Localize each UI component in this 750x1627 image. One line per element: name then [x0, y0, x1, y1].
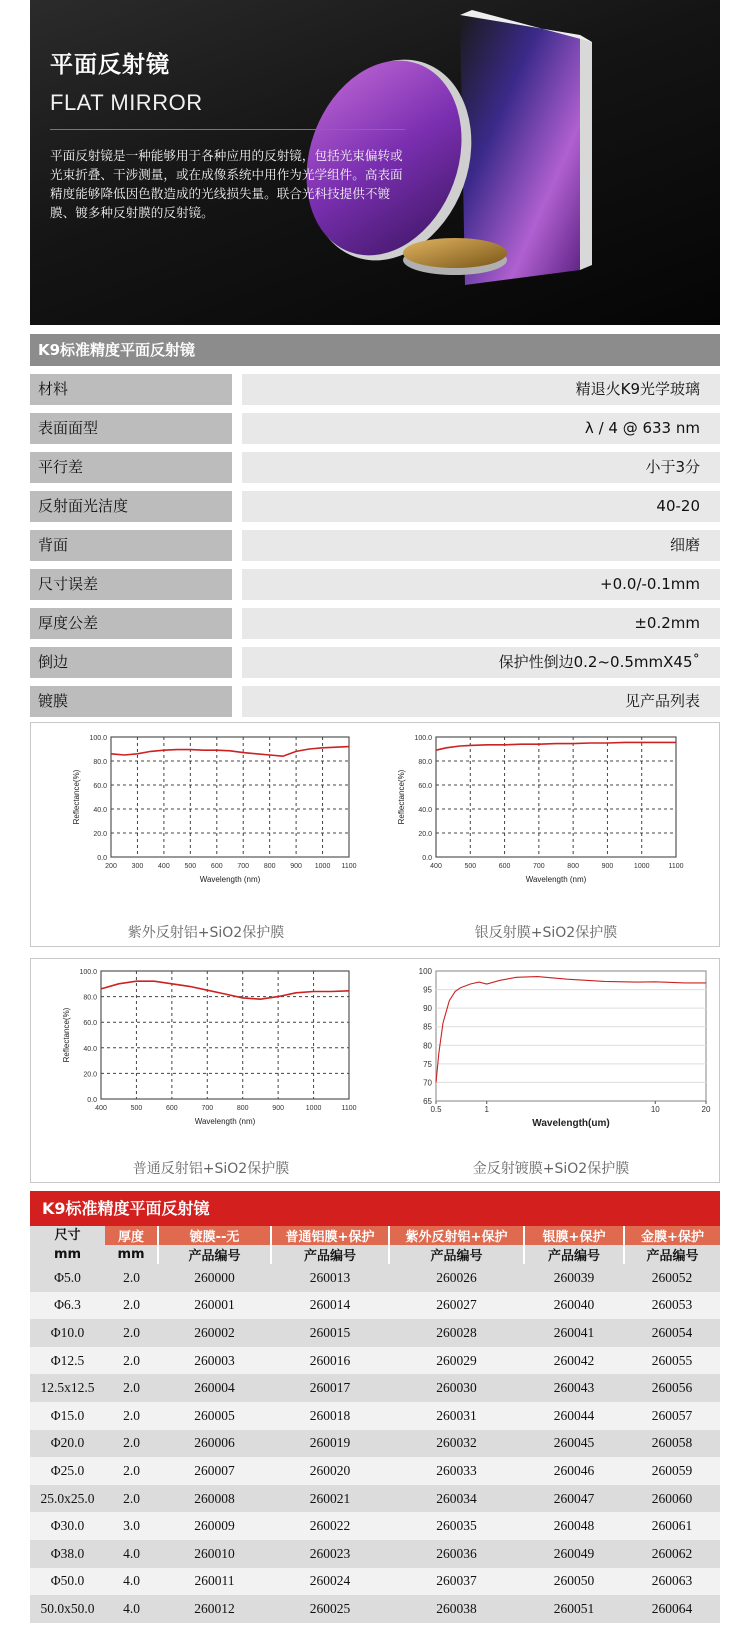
chart-panel-top — [30, 722, 720, 947]
header-coating: 金膜+保护 — [624, 1226, 720, 1245]
product-code-cell: 260059 — [624, 1457, 720, 1485]
thickness-cell: 4.0 — [105, 1568, 158, 1596]
size-cell: Φ6.3 — [30, 1292, 105, 1320]
y-tick-label: 80 — [423, 1041, 432, 1051]
x-tick-label: 20 — [701, 1105, 711, 1114]
spec-value: 细磨 — [242, 530, 720, 561]
product-code-cell: 260038 — [389, 1595, 524, 1623]
thickness-cell: 2.0 — [105, 1430, 158, 1458]
y-tick-label: 60.0 — [418, 783, 432, 790]
product-code-cell: 260057 — [624, 1402, 720, 1430]
spec-label: 材料 — [30, 374, 232, 405]
product-code-cell: 260049 — [524, 1540, 624, 1568]
y-tick-label: 75 — [423, 1059, 432, 1069]
plot-area — [436, 971, 706, 1101]
x-tick-label: 300 — [131, 863, 144, 870]
product-code-cell: 260047 — [524, 1485, 624, 1513]
product-code-cell: 260019 — [271, 1430, 389, 1458]
header-coating: 银膜+保护 — [524, 1226, 624, 1245]
table-row — [30, 1347, 720, 1375]
product-code-cell: 260043 — [524, 1374, 624, 1402]
x-tick-label: 0.5 — [430, 1105, 442, 1114]
product-code-cell: 260062 — [624, 1540, 720, 1568]
spec-label: 表面面型 — [30, 413, 232, 444]
product-code-cell: 260033 — [389, 1457, 524, 1485]
y-tick-label: 85 — [423, 1022, 432, 1032]
product-code-cell: 260050 — [524, 1568, 624, 1596]
table-row — [30, 1595, 720, 1623]
thickness-cell: 2.0 — [105, 1264, 158, 1292]
y-tick-label: 0.0 — [422, 855, 432, 862]
y-tick-label: 90 — [423, 1004, 432, 1014]
table-row — [30, 1264, 720, 1292]
x-tick-label: 400 — [430, 863, 442, 870]
product-table-title: K9标准精度平面反射镜 — [30, 1191, 720, 1226]
x-tick-label: 800 — [567, 863, 579, 870]
header-code: 产品编号 — [624, 1245, 720, 1264]
table-row — [30, 1540, 720, 1568]
x-tick-label: 600 — [498, 863, 511, 870]
thickness-cell: 4.0 — [105, 1540, 158, 1568]
y-tick-label: 80.0 — [83, 994, 97, 1002]
spec-value: 40-20 — [242, 491, 720, 522]
plot-area — [111, 737, 349, 857]
y-tick-label: 0.0 — [87, 1097, 97, 1104]
table-row — [30, 1512, 720, 1540]
table-row — [30, 1319, 720, 1347]
product-code-cell: 260008 — [158, 1485, 271, 1513]
product-code-cell: 260056 — [624, 1374, 720, 1402]
spec-value: +0.0/-0.1mm — [242, 569, 720, 600]
product-code-cell: 260001 — [158, 1292, 271, 1320]
y-tick-label: 100.0 — [79, 969, 97, 976]
y-tick-label: 100.0 — [414, 735, 432, 742]
product-code-cell: 260034 — [389, 1485, 524, 1513]
x-tick-label: 600 — [210, 863, 223, 870]
product-code-cell: 260011 — [158, 1568, 271, 1596]
y-tick-label: 80.0 — [93, 759, 107, 766]
spec-row — [30, 374, 720, 405]
product-code-cell: 260026 — [389, 1264, 524, 1292]
gold-disc-shape — [403, 238, 507, 268]
x-tick-label: 600 — [166, 1105, 178, 1112]
product-code-cell: 260024 — [271, 1568, 389, 1596]
product-code-cell: 260023 — [271, 1540, 389, 1568]
size-cell: Φ10.0 — [30, 1319, 105, 1347]
y-tick-label: 20.0 — [418, 831, 432, 838]
header-code: 产品编号 — [389, 1245, 524, 1264]
thickness-cell: 2.0 — [105, 1457, 158, 1485]
spec-label: 平行差 — [30, 452, 232, 483]
product-code-cell: 260017 — [271, 1374, 389, 1402]
chart-standard-aluminum — [41, 965, 381, 1150]
spec-label: 尺寸误差 — [30, 569, 232, 600]
header-code: 产品编号 — [524, 1245, 624, 1264]
chart-caption: 紫外反射铝+SiO2保护膜 — [127, 925, 285, 941]
product-code-cell: 260046 — [524, 1457, 624, 1485]
header-thickness-unit: mm — [105, 1245, 158, 1264]
product-code-cell: 260010 — [158, 1540, 271, 1568]
plot-area — [436, 737, 676, 857]
thickness-cell: 2.0 — [105, 1485, 158, 1513]
spec-label: 反射面光洁度 — [30, 491, 232, 522]
product-code-cell: 260006 — [158, 1430, 271, 1458]
product-code-cell: 260016 — [271, 1347, 389, 1375]
y-tick-label: 95 — [423, 985, 432, 995]
spec-label: 背面 — [30, 530, 232, 561]
spec-value: 保护性倒边0.2~0.5mmX45˚ — [242, 647, 720, 678]
header-coating: 镀膜--无 — [158, 1226, 271, 1245]
table-row — [30, 1430, 720, 1458]
y-tick-label: 40.0 — [418, 807, 432, 814]
product-code-cell: 260018 — [271, 1402, 389, 1430]
spec-value: 见产品列表 — [242, 686, 720, 717]
x-tick-label: 400 — [158, 863, 170, 870]
header-size: 尺寸 — [30, 1226, 105, 1245]
product-code-cell: 260012 — [158, 1595, 271, 1623]
x-tick-label: 900 — [601, 863, 614, 870]
chart-silver — [376, 731, 716, 911]
table-row — [30, 1485, 720, 1513]
header-coating: 普通铝膜+保护 — [271, 1226, 389, 1245]
y-tick-label: 65 — [423, 1097, 432, 1106]
thickness-cell: 2.0 — [105, 1292, 158, 1320]
table-row — [30, 1374, 720, 1402]
product-code-cell: 260051 — [524, 1595, 624, 1623]
product-code-cell: 260000 — [158, 1264, 271, 1292]
product-code-cell: 260041 — [524, 1319, 624, 1347]
y-tick-label: 100.0 — [89, 735, 107, 742]
product-code-cell: 260061 — [624, 1512, 720, 1540]
spec-row — [30, 569, 720, 600]
x-tick-label: 10 — [650, 1105, 660, 1114]
size-cell: Φ50.0 — [30, 1568, 105, 1596]
product-code-cell: 260037 — [389, 1568, 524, 1596]
thickness-cell: 2.0 — [105, 1347, 158, 1375]
hero-description: 平面反射镜是一种能够用于各种应用的反射镜，包括光束偏转或光束折叠、干涉测量，或在成像系统中用作为光学组件。高表面精度能够降低因色散造成的光线损失量。联合光科技提供不镀膜、镀多种反射膜的反射镜。 — [50, 148, 403, 220]
x-tick-label: 1100 — [341, 863, 357, 870]
spec-value: λ / 4 @ 633 nm — [242, 413, 720, 444]
product-code-cell: 260035 — [389, 1512, 524, 1540]
product-code-cell: 260002 — [158, 1319, 271, 1347]
y-axis-label: Reflectance(%) — [62, 1007, 71, 1063]
product-code-cell: 260014 — [271, 1292, 389, 1320]
x-axis-label: Wavelength (nm) — [525, 875, 587, 884]
thickness-cell: 4.0 — [105, 1595, 158, 1623]
spec-row — [30, 608, 720, 639]
x-tick-label: 1100 — [668, 863, 684, 870]
y-axis-label: Reflectance(%) — [397, 769, 406, 825]
product-code-cell: 260042 — [524, 1347, 624, 1375]
x-tick-label: 500 — [464, 863, 477, 870]
chart-uv-aluminum — [41, 731, 361, 911]
spec-label: 厚度公差 — [30, 608, 232, 639]
table-row — [30, 1568, 720, 1596]
hero-banner — [30, 0, 720, 325]
product-code-cell: 260027 — [389, 1292, 524, 1320]
product-code-cell: 260025 — [271, 1595, 389, 1623]
chart-panel-bottom — [30, 958, 720, 1183]
thickness-cell: 2.0 — [105, 1402, 158, 1430]
chart-gold — [386, 965, 716, 1150]
y-tick-label: 60.0 — [93, 783, 107, 790]
product-code-cell: 260030 — [389, 1374, 524, 1402]
header-size-unit: mm — [30, 1245, 105, 1264]
spec-row — [30, 413, 720, 444]
x-tick-label: 500 — [184, 863, 197, 870]
spec-value: 小于3分 — [242, 452, 720, 483]
product-code-cell: 260048 — [524, 1512, 624, 1540]
table-header-row — [30, 1226, 720, 1245]
x-tick-label: 800 — [236, 1105, 249, 1112]
spec-row — [30, 530, 720, 561]
x-tick-label: 700 — [201, 1105, 214, 1112]
y-tick-label: 70 — [423, 1078, 432, 1088]
spec-row — [30, 491, 720, 522]
size-cell: Φ38.0 — [30, 1540, 105, 1568]
x-axis-label: Wavelength(um) — [532, 1118, 610, 1129]
product-code-cell: 260058 — [624, 1430, 720, 1458]
x-axis-label: Wavelength (nm) — [199, 875, 261, 884]
header-coating: 紫外反射铝+保护 — [389, 1226, 524, 1245]
y-tick-label: 20.0 — [93, 831, 107, 838]
x-tick-label: 700 — [533, 863, 545, 870]
spec-row — [30, 647, 720, 678]
product-code-cell: 260039 — [524, 1264, 624, 1292]
product-code-cell: 260013 — [271, 1264, 389, 1292]
size-cell: Φ30.0 — [30, 1512, 105, 1540]
product-code-cell: 260040 — [524, 1292, 624, 1320]
product-code-cell: 260009 — [158, 1512, 271, 1540]
square-mirror-edge — [580, 35, 592, 270]
product-code-cell: 260029 — [389, 1347, 524, 1375]
product-code-cell: 260032 — [389, 1430, 524, 1458]
x-tick-label: 900 — [290, 863, 302, 870]
y-tick-label: 0.0 — [97, 855, 107, 862]
x-tick-label: 1000 — [633, 863, 650, 870]
spec-row — [30, 686, 720, 717]
thickness-cell: 2.0 — [105, 1319, 158, 1347]
x-tick-label: 800 — [263, 863, 276, 870]
x-tick-label: 400 — [95, 1105, 107, 1112]
table-row — [30, 1292, 720, 1320]
size-cell: Φ25.0 — [30, 1457, 105, 1485]
x-tick-label: 200 — [105, 863, 117, 870]
product-code-cell: 260064 — [624, 1595, 720, 1623]
product-code-cell: 260022 — [271, 1512, 389, 1540]
product-code-cell: 260031 — [389, 1402, 524, 1430]
spec-value: ±0.2mm — [242, 608, 720, 639]
product-code-cell: 260045 — [524, 1430, 624, 1458]
table-subheader-row — [30, 1245, 720, 1264]
size-cell: Φ12.5 — [30, 1347, 105, 1375]
hero-title: 平面反射镜 — [50, 52, 170, 78]
product-code-cell: 260055 — [624, 1347, 720, 1375]
x-tick-label: 900 — [272, 1105, 284, 1112]
product-code-cell: 260052 — [624, 1264, 720, 1292]
product-code-cell: 260060 — [624, 1485, 720, 1513]
product-code-cell: 260015 — [271, 1319, 389, 1347]
x-tick-label: 1 — [484, 1105, 489, 1114]
y-tick-label: 60.0 — [83, 1020, 97, 1028]
chart-caption: 普通反射铝+SiO2保护膜 — [132, 1161, 290, 1177]
product-code-cell: 260005 — [158, 1402, 271, 1430]
product-code-cell: 260003 — [158, 1347, 271, 1375]
x-tick-label: 1000 — [314, 863, 331, 870]
size-cell: Φ15.0 — [30, 1402, 105, 1430]
size-cell: 50.0x50.0 — [30, 1595, 105, 1623]
product-code-cell: 260036 — [389, 1540, 524, 1568]
y-tick-label: 100 — [418, 967, 432, 976]
x-tick-label: 500 — [130, 1105, 143, 1112]
thickness-cell: 3.0 — [105, 1512, 158, 1540]
x-tick-label: 700 — [237, 863, 250, 870]
spec-value: 精退火K9光学玻璃 — [242, 374, 720, 405]
product-code-cell: 260063 — [624, 1568, 720, 1596]
spec-label: 倒边 — [30, 647, 232, 678]
product-code-cell: 260007 — [158, 1457, 271, 1485]
chart-caption: 金反射镀膜+SiO2保护膜 — [472, 1161, 630, 1177]
product-code-cell: 260004 — [158, 1374, 271, 1402]
thickness-cell: 2.0 — [105, 1374, 158, 1402]
y-tick-label: 80.0 — [418, 759, 432, 766]
x-tick-label: 1000 — [305, 1105, 322, 1112]
spec-label: 镀膜 — [30, 686, 232, 717]
hero-subtitle: FLAT MIRROR — [50, 90, 203, 115]
y-tick-label: 40.0 — [83, 1045, 97, 1053]
y-axis-label: Reflectance(%) — [72, 769, 81, 825]
hero-divider — [50, 129, 405, 130]
size-cell: 25.0x25.0 — [30, 1485, 105, 1513]
x-axis-label: Wavelength (nm) — [194, 1117, 256, 1126]
product-code-cell: 260053 — [624, 1292, 720, 1320]
x-tick-label: 1100 — [341, 1105, 357, 1112]
size-cell: Φ20.0 — [30, 1430, 105, 1458]
table-row — [30, 1402, 720, 1430]
plot-area — [101, 971, 349, 1099]
product-code-cell: 260044 — [524, 1402, 624, 1430]
product-code-cell: 260054 — [624, 1319, 720, 1347]
header-code: 产品编号 — [158, 1245, 271, 1264]
header-thickness: 厚度 — [105, 1226, 158, 1245]
product-code-cell: 260020 — [271, 1457, 389, 1485]
spec-table-title: K9标准精度平面反射镜 — [30, 334, 720, 366]
table-row — [30, 1457, 720, 1485]
chart-caption: 银反射膜+SiO2保护膜 — [474, 925, 618, 941]
product-table — [30, 1226, 720, 1623]
size-cell: 12.5x12.5 — [30, 1374, 105, 1402]
product-code-cell: 260021 — [271, 1485, 389, 1513]
spec-row — [30, 452, 720, 483]
y-tick-label: 20.0 — [83, 1071, 97, 1079]
product-code-cell: 260028 — [389, 1319, 524, 1347]
size-cell: Φ5.0 — [30, 1264, 105, 1292]
y-tick-label: 40.0 — [93, 807, 107, 814]
header-code: 产品编号 — [271, 1245, 389, 1264]
